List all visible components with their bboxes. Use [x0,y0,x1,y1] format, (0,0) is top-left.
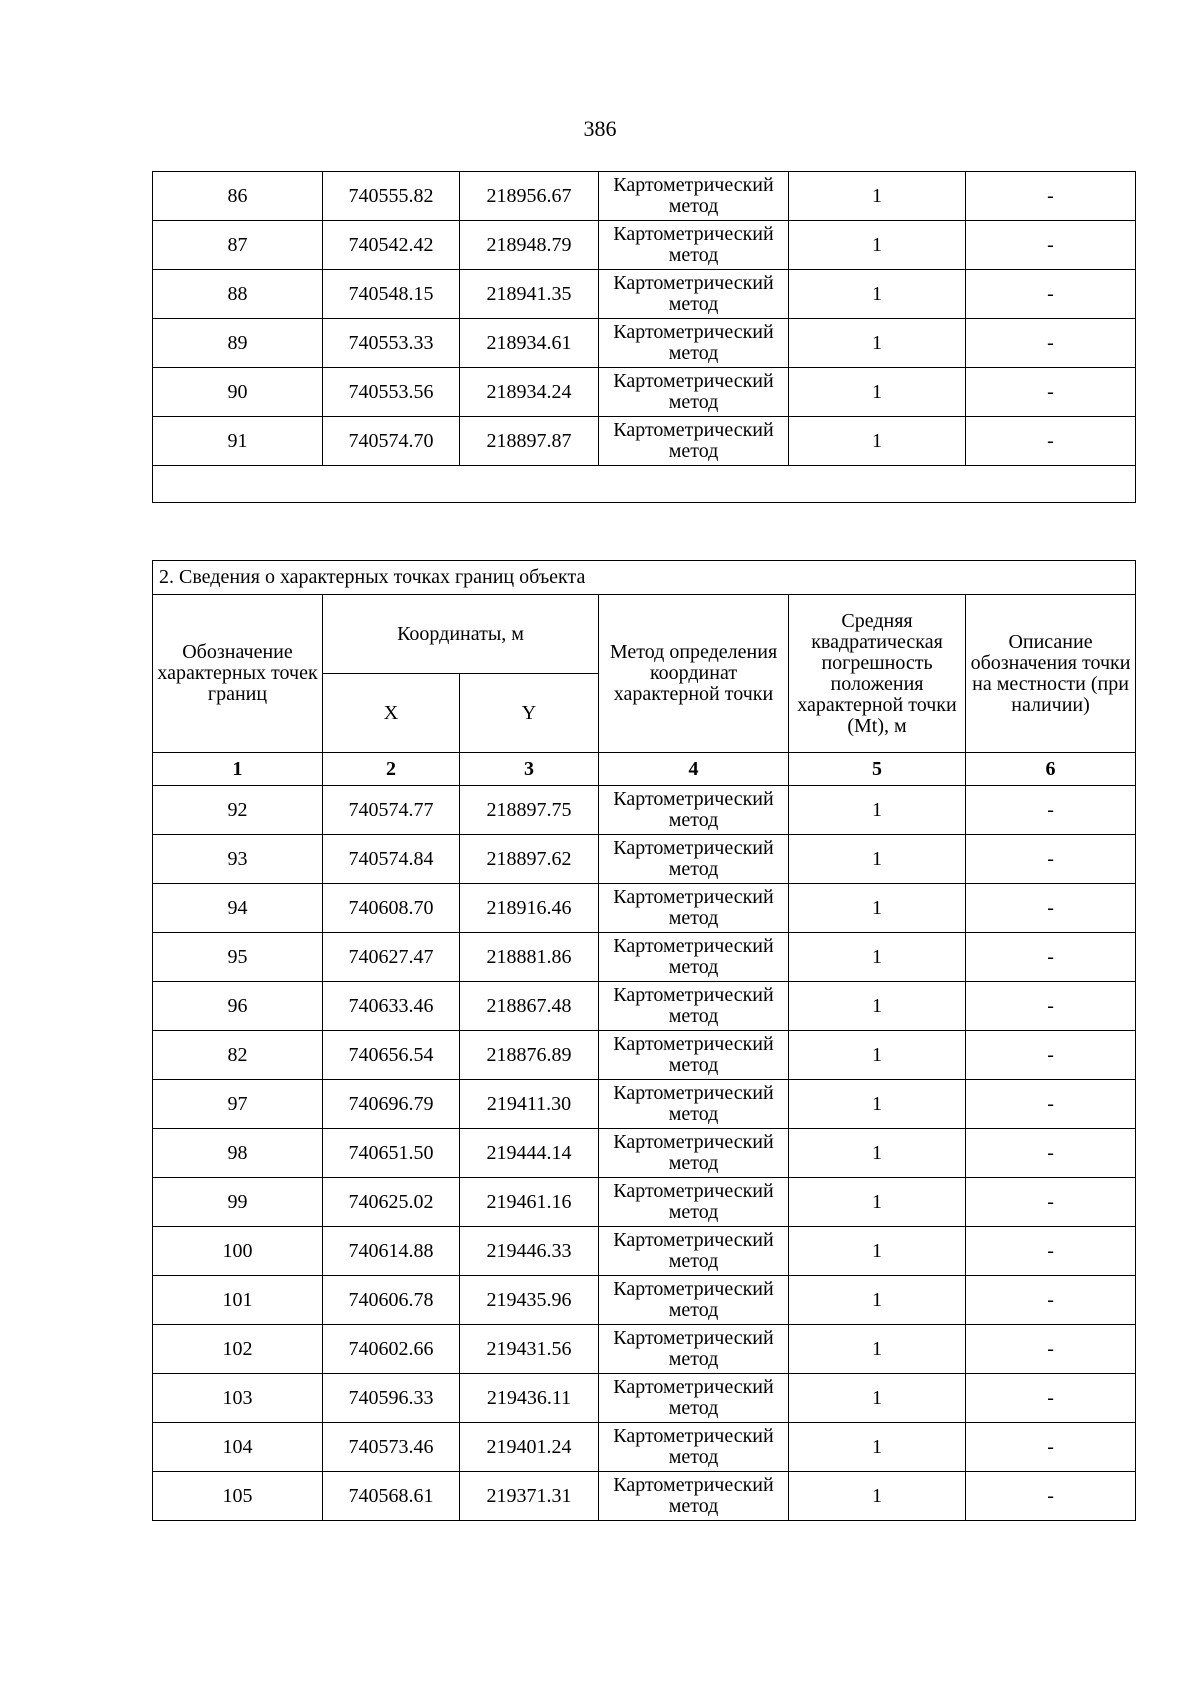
desc-cell: - [966,786,1136,835]
x-cell: 740568.61 [323,1472,460,1521]
y-cell: 218934.61 [460,319,599,368]
x-cell: 740606.78 [323,1276,460,1325]
point-cell: 91 [153,417,323,466]
method-text: Картометрический метод [613,1278,774,1321]
method-cell [599,1276,789,1325]
desc-cell: - [966,172,1136,221]
table-row [153,1374,1136,1423]
method-cell [599,884,789,933]
table-row [153,1080,1136,1129]
column-number-row [153,753,1136,786]
point-cell: 94 [153,884,323,933]
desc-cell: - [966,1178,1136,1227]
y-cell: 219411.30 [460,1080,599,1129]
method-cell [599,270,789,319]
mt-cell: 1 [789,884,966,933]
method-text: Картометрический метод [613,370,774,413]
y-cell: 218941.35 [460,270,599,319]
method-text: Картометрический метод [613,223,774,266]
y-cell: 219371.31 [460,1472,599,1521]
mt-cell: 1 [789,933,966,982]
point-cell: 98 [153,1129,323,1178]
y-cell: 218881.86 [460,933,599,982]
table-row [153,1276,1136,1325]
point-cell: 100 [153,1227,323,1276]
x-cell: 740602.66 [323,1325,460,1374]
x-cell: 740553.33 [323,319,460,368]
table-row [153,982,1136,1031]
table-row [153,1423,1136,1472]
method-cell [599,1080,789,1129]
desc-cell: - [966,835,1136,884]
x-cell: 740574.70 [323,417,460,466]
point-cell: 104 [153,1423,323,1472]
x-cell: 740542.42 [323,221,460,270]
table-row [153,933,1136,982]
desc-cell: - [966,417,1136,466]
method-text: Картометрический метод [613,1180,774,1223]
point-cell: 101 [153,1276,323,1325]
method-cell [599,982,789,1031]
desc-cell: - [966,1374,1136,1423]
method-cell [599,1129,789,1178]
empty-row [153,466,1136,503]
method-text: Картометрический метод [613,1327,774,1370]
column-number: 4 [599,753,789,786]
x-cell: 740656.54 [323,1031,460,1080]
x-cell: 740696.79 [323,1080,460,1129]
method-cell [599,1178,789,1227]
point-cell: 102 [153,1325,323,1374]
desc-cell: - [966,1276,1136,1325]
y-cell: 218934.24 [460,368,599,417]
desc-cell: - [966,1472,1136,1521]
desc-cell: - [966,1227,1136,1276]
point-cell: 90 [153,368,323,417]
point-cell: 103 [153,1374,323,1423]
table1-body [153,172,1136,466]
method-cell [599,417,789,466]
header-x: X [323,674,460,753]
table2-body [153,786,1136,1521]
table-row [153,1325,1136,1374]
method-text: Картометрический метод [613,1082,774,1125]
desc-cell: - [966,1080,1136,1129]
caption-row [153,561,1136,595]
mt-cell: 1 [789,1472,966,1521]
point-cell: 86 [153,172,323,221]
y-cell: 219444.14 [460,1129,599,1178]
y-cell: 219431.56 [460,1325,599,1374]
header-mt: Средняя квадратическая погрешность положения характерной точки (Mt), м [789,595,966,753]
mt-cell: 1 [789,221,966,270]
method-text: Картометрический метод [613,174,774,217]
desc-cell: - [966,270,1136,319]
mt-cell: 1 [789,835,966,884]
x-cell: 740625.02 [323,1178,460,1227]
y-cell: 218897.62 [460,835,599,884]
column-number: 2 [323,753,460,786]
x-cell: 740574.77 [323,786,460,835]
y-cell: 219435.96 [460,1276,599,1325]
point-cell: 93 [153,835,323,884]
point-cell: 105 [153,1472,323,1521]
x-cell: 740555.82 [323,172,460,221]
y-cell: 218916.46 [460,884,599,933]
desc-cell: - [966,1031,1136,1080]
table-row [153,1129,1136,1178]
x-cell: 740633.46 [323,982,460,1031]
method-text: Картометрический метод [613,272,774,315]
method-cell [599,1423,789,1472]
mt-cell: 1 [789,172,966,221]
method-text: Картометрический метод [613,1425,774,1468]
desc-cell: - [966,933,1136,982]
method-cell [599,1227,789,1276]
table-row [153,1178,1136,1227]
header-row [153,595,1136,674]
method-text: Картометрический метод [613,984,774,1027]
mt-cell: 1 [789,786,966,835]
mt-cell: 1 [789,417,966,466]
table-caption: 2. Сведения о характерных точках границ объекта [153,561,1136,595]
mt-cell: 1 [789,1129,966,1178]
method-cell [599,1031,789,1080]
header-desc: Описание обозначения точки на местности (при наличии) [966,595,1136,753]
mt-cell: 1 [789,1374,966,1423]
mt-cell: 1 [789,1178,966,1227]
point-cell: 97 [153,1080,323,1129]
method-text: Картометрический метод [613,1131,774,1174]
mt-cell: 1 [789,368,966,417]
point-cell: 82 [153,1031,323,1080]
method-cell [599,1472,789,1521]
point-cell: 88 [153,270,323,319]
method-text: Картометрический метод [613,1474,774,1517]
method-cell [599,835,789,884]
method-cell [599,172,789,221]
point-cell: 87 [153,221,323,270]
method-text: Картометрический метод [613,788,774,831]
y-cell: 219401.24 [460,1423,599,1472]
header-point: Обозначение характерных точек границ [153,595,323,753]
method-text: Картометрический метод [613,321,774,364]
table-row [153,172,1136,221]
table-row [153,1031,1136,1080]
column-number: 3 [460,753,599,786]
y-cell: 218897.87 [460,417,599,466]
boundary-points-table [152,560,1136,1521]
y-cell: 218897.75 [460,786,599,835]
point-cell: 92 [153,786,323,835]
x-cell: 740596.33 [323,1374,460,1423]
header-coords: Координаты, м [323,595,599,674]
x-cell: 740553.56 [323,368,460,417]
desc-cell: - [966,1423,1136,1472]
method-cell [599,319,789,368]
header-method: Метод определения координат характерной точки [599,595,789,753]
page-number: 386 [583,116,617,141]
mt-cell: 1 [789,1080,966,1129]
table-row [153,221,1136,270]
table-row [153,417,1136,466]
mt-cell: 1 [789,1276,966,1325]
empty-cell [153,466,1136,503]
column-number: 5 [789,753,966,786]
header-y: Y [460,674,599,753]
x-cell: 740574.84 [323,835,460,884]
x-cell: 740614.88 [323,1227,460,1276]
y-cell: 218876.89 [460,1031,599,1080]
coordinates-table-continued [152,171,1136,503]
y-cell: 219461.16 [460,1178,599,1227]
method-cell [599,786,789,835]
mt-cell: 1 [789,1423,966,1472]
point-cell: 96 [153,982,323,1031]
point-cell: 95 [153,933,323,982]
method-text: Картометрический метод [613,935,774,978]
method-text: Картометрический метод [613,1376,774,1419]
table-row [153,368,1136,417]
desc-cell: - [966,884,1136,933]
mt-cell: 1 [789,1031,966,1080]
column-number: 6 [966,753,1136,786]
y-cell: 218948.79 [460,221,599,270]
y-cell: 218867.48 [460,982,599,1031]
x-cell: 740608.70 [323,884,460,933]
table-row [153,1472,1136,1521]
table-row [153,884,1136,933]
table-row [153,835,1136,884]
mt-cell: 1 [789,319,966,368]
method-cell [599,933,789,982]
mt-cell: 1 [789,1325,966,1374]
method-text: Картометрический метод [613,1033,774,1076]
x-cell: 740627.47 [323,933,460,982]
desc-cell: - [966,1325,1136,1374]
method-text: Картометрический метод [613,1229,774,1272]
method-cell [599,368,789,417]
desc-cell: - [966,1129,1136,1178]
desc-cell: - [966,368,1136,417]
desc-cell: - [966,982,1136,1031]
x-cell: 740573.46 [323,1423,460,1472]
method-cell [599,1374,789,1423]
mt-cell: 1 [789,982,966,1031]
mt-cell: 1 [789,1227,966,1276]
y-cell: 219436.11 [460,1374,599,1423]
method-text: Картометрический метод [613,419,774,462]
table-row [153,1227,1136,1276]
table-row [153,786,1136,835]
table-row [153,319,1136,368]
column-number: 1 [153,753,323,786]
desc-cell: - [966,221,1136,270]
method-text: Картометрический метод [613,837,774,880]
y-cell: 219446.33 [460,1227,599,1276]
point-cell: 89 [153,319,323,368]
x-cell: 740548.15 [323,270,460,319]
x-cell: 740651.50 [323,1129,460,1178]
method-cell [599,221,789,270]
method-cell [599,1325,789,1374]
method-text: Картометрический метод [613,886,774,929]
desc-cell: - [966,319,1136,368]
y-cell: 218956.67 [460,172,599,221]
table-row [153,270,1136,319]
mt-cell: 1 [789,270,966,319]
point-cell: 99 [153,1178,323,1227]
